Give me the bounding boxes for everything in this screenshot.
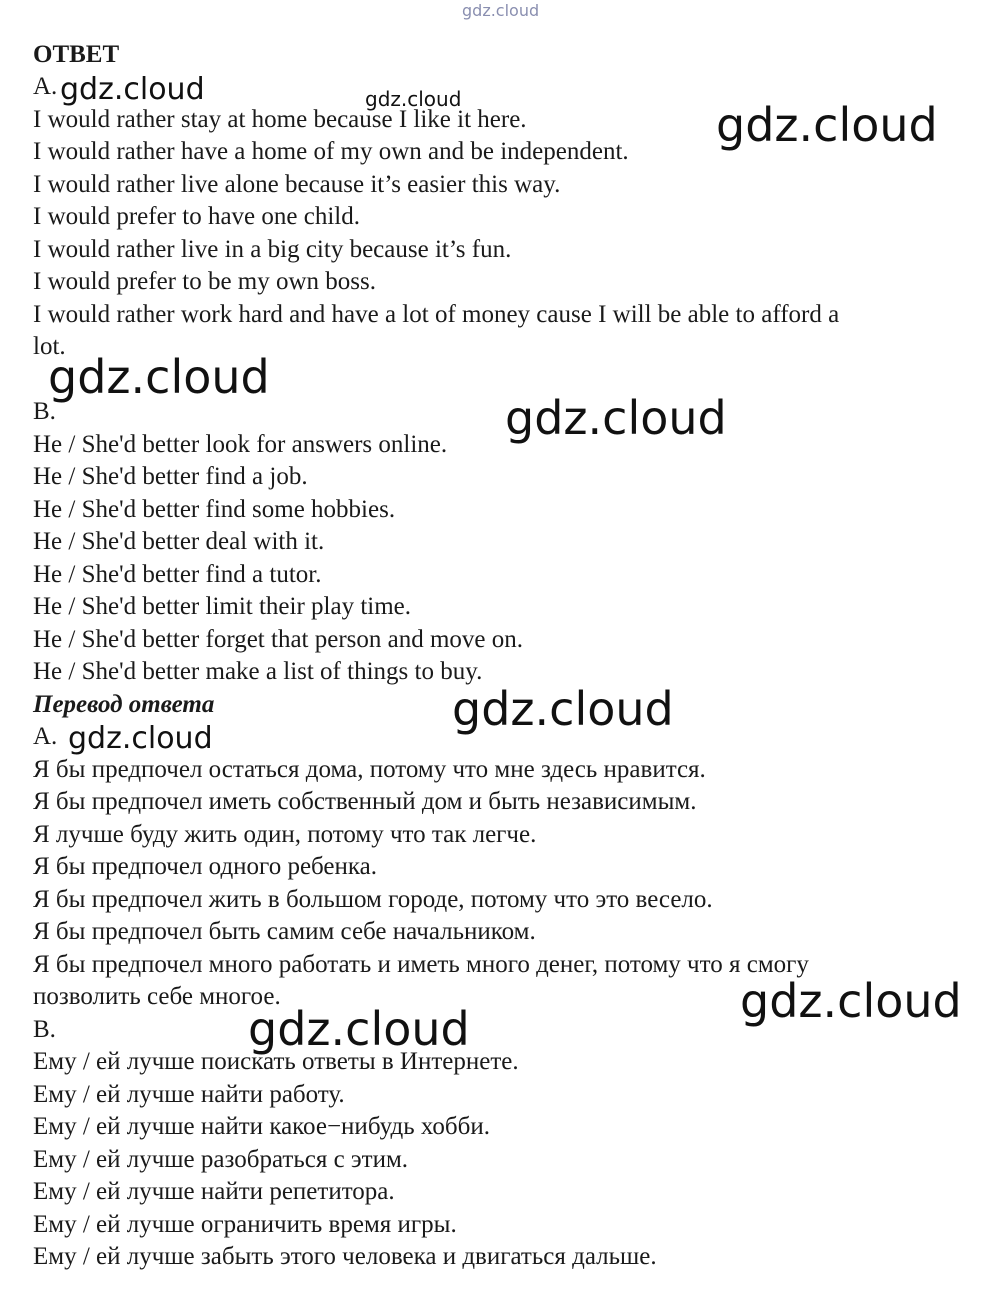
watermark-translation-a-label: gdz.cloud: [68, 721, 213, 756]
document-page: [33, 0, 983, 1294]
answer-a-line-8: lot.: [33, 333, 66, 360]
answer-b-line-3: He / She'd better find some hobbies.: [33, 496, 396, 523]
translation-b-line-7: Ему / ей лучше забыть этого человека и двигаться дальше.: [33, 1243, 657, 1270]
answer-section-a-label: A.: [33, 73, 58, 100]
watermark-top: gdz.cloud: [462, 1, 540, 20]
answer-b-line-8: He / She'd better make a list of things to buy.: [33, 658, 483, 685]
translation-section-b-label: B.: [33, 1016, 56, 1043]
answer-a-line-7: I would rather work hard and have a lot of money cause I will be able to afford a: [33, 301, 840, 328]
translation-a-line-8: позволить себе многое.: [33, 983, 281, 1010]
answer-b-line-1: He / She'd better look for answers online.: [33, 431, 448, 458]
answer-a-line-6: I would prefer to be my own boss.: [33, 268, 376, 295]
answer-a-line-5: I would rather live in a big city because it’s fun.: [33, 236, 512, 263]
translation-b-line-3: Ему / ей лучше найти какое−нибудь хобби.: [33, 1113, 490, 1140]
answer-b-line-5: He / She'd better find a tutor.: [33, 561, 322, 588]
watermark-bottom-center: gdz.cloud: [248, 1002, 470, 1056]
watermark-bottom-right: gdz.cloud: [740, 974, 962, 1028]
watermark-left: gdz.cloud: [48, 350, 270, 404]
answer-title: ОТВЕТ: [33, 41, 120, 68]
translation-a-line-1: Я бы предпочел остаться дома, потому что мне здесь нравится.: [33, 756, 706, 783]
translation-a-line-2: Я бы предпочел иметь собственный дом и быть независимым.: [33, 788, 697, 815]
translation-b-line-2: Ему / ей лучше найти работу.: [33, 1081, 345, 1108]
translation-b-line-1: Ему / ей лучше поискать ответы в Интернете.: [33, 1048, 519, 1075]
answer-b-line-7: He / She'd better forget that person and move on.: [33, 626, 524, 653]
translation-a-line-3: Я лучше буду жить один, потому что так легче.: [33, 821, 537, 848]
answer-b-line-6: He / She'd better limit their play time.: [33, 593, 412, 620]
translation-title: Перевод ответа: [33, 691, 215, 718]
watermark-center-translation: gdz.cloud: [452, 682, 674, 736]
answer-a-line-3: I would rather live alone because it’s easier this way.: [33, 171, 561, 198]
answer-b-line-2: He / She'd better find a job.: [33, 463, 308, 490]
translation-b-line-5: Ему / ей лучше найти репетитора.: [33, 1178, 395, 1205]
translation-b-line-6: Ему / ей лучше ограничить время игры.: [33, 1211, 457, 1238]
translation-b-line-4: Ему / ей лучше разобраться с этим.: [33, 1146, 409, 1173]
translation-a-line-6: Я бы предпочел быть самим себе начальником.: [33, 918, 536, 945]
answer-section-b-label: B.: [33, 398, 56, 425]
answer-a-line-1: I would rather stay at home because I like it here.: [33, 106, 527, 133]
watermark-top-right: gdz.cloud: [716, 98, 938, 152]
answer-a-line-4: I would prefer to have one child.: [33, 203, 360, 230]
answer-b-line-4: He / She'd better deal with it.: [33, 528, 325, 555]
translation-a-line-4: Я бы предпочел одного ребенка.: [33, 853, 378, 880]
translation-a-line-5: Я бы предпочел жить в большом городе, потому что это весело.: [33, 886, 713, 913]
watermark-a-label: gdz.cloud: [60, 72, 205, 107]
translation-section-a-label: A.: [33, 723, 58, 750]
watermark-center-b: gdz.cloud: [505, 391, 727, 445]
answer-a-line-2: I would rather have a home of my own and be independent.: [33, 138, 629, 165]
translation-a-line-7: Я бы предпочел много работать и иметь много денег, потому что я смогу: [33, 951, 809, 978]
watermark-small-center: gdz.cloud: [365, 87, 462, 111]
